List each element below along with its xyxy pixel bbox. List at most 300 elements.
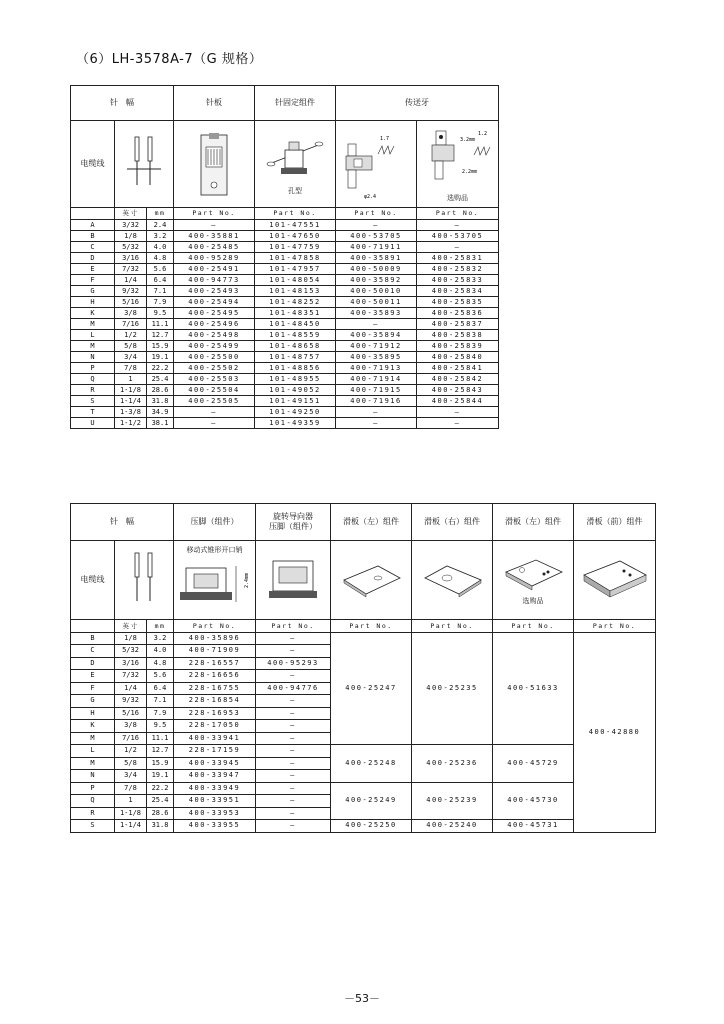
size-inch: 3/32 [115,220,147,231]
header-presser-foot: 压脚（组件） [174,504,256,541]
size-inch: 5/16 [115,707,147,720]
size-inch: 1 [115,795,147,808]
rotary-guide-foot-part: 400-95293 [256,657,331,670]
twin-needle-illustration [115,541,174,620]
size-code: S [71,396,115,407]
table-row [71,363,499,374]
size-inch: 7/32 [115,264,147,275]
size-mm: 6.4 [147,682,174,695]
slide-plate-left-illustration [331,541,412,620]
rotary-guide-foot-part: — [256,695,331,708]
table-row [71,418,499,429]
needle-plate-part: 400-25496 [174,319,255,330]
size-mm: 7.1 [147,695,174,708]
slide-left-part: 400-25248 [331,745,412,783]
size-code: M [71,319,115,330]
size-inch: 1/4 [115,682,147,695]
subheader-part-no: Part No. [256,620,331,633]
feed-dog-illustration-2 [417,121,499,208]
size-mm: 25.4 [147,795,174,808]
needle-clamp-part: 101-47957 [255,264,336,275]
size-code: S [71,820,115,833]
needle-plate-part: 400-25502 [174,363,255,374]
subheader-inch: 英寸 [115,208,147,220]
size-mm: 25.4 [147,374,174,385]
size-mm: 5.6 [147,670,174,683]
size-code: G [71,695,115,708]
size-inch: 3/16 [115,253,147,264]
size-code: K [71,308,115,319]
slide-plate-front-illustration [574,541,656,620]
slide-plate-icon [500,556,566,596]
rotary-guide-foot-illustration [256,541,331,620]
table-row [71,341,499,352]
needle-clamp-part: 101-47551 [255,220,336,231]
presser-foot-part: 400-33945 [174,757,256,770]
subheader-mm: mm [147,208,174,220]
needle-clamp-part: 101-48054 [255,275,336,286]
rotary-guide-foot-part: — [256,632,331,645]
needle-clamp-part: 101-47759 [255,242,336,253]
size-mm: 3.2 [147,632,174,645]
needle-plate-part: 400-25491 [174,264,255,275]
size-mm: 31.8 [147,396,174,407]
size-mm: 19.1 [147,770,174,783]
size-inch: 3/8 [115,720,147,733]
presser-foot-part: 400-33953 [174,807,256,820]
needle-clamp-part: 101-48450 [255,319,336,330]
needle-clamp-part: 101-48351 [255,308,336,319]
header-slide-right: 滑板（右）组件 [412,504,493,541]
size-mm: 22.2 [147,363,174,374]
needle-clamp-part: 101-49250 [255,407,336,418]
feed-dog-optional-part: 400-25838 [417,330,499,341]
size-code: M [71,732,115,745]
size-mm: 4.0 [147,242,174,253]
size-code: F [71,682,115,695]
feed-dog-part: — [336,407,417,418]
slide-plate-icon [580,557,650,603]
presser-foot-part: 228-16557 [174,657,256,670]
size-mm: 31.8 [147,820,174,833]
size-mm: 4.8 [147,253,174,264]
size-mm: 12.7 [147,745,174,758]
size-inch: 5/16 [115,297,147,308]
svg-text:1.7: 1.7 [380,136,390,142]
header-feed-dog: 传送牙 [336,86,499,121]
slide-plate-icon [419,560,485,600]
header-needle-plate: 针板 [174,86,255,121]
subheader-part-no: Part No. [336,208,417,220]
size-code: N [71,770,115,783]
size-mm: 7.9 [147,297,174,308]
needle-plate-part: 400-25500 [174,352,255,363]
table-row [71,330,499,341]
size-code: G [71,286,115,297]
twin-needle-icon [119,547,169,613]
svg-text:3.2mm: 3.2mm [459,136,475,143]
size-mm: 19.1 [147,352,174,363]
size-inch: 1/8 [115,632,147,645]
size-inch: 5/32 [115,242,147,253]
size-inch: 1-1/4 [115,396,147,407]
rotary-guide-foot-part: — [256,757,331,770]
rotary-guide-foot-part: — [256,807,331,820]
feed-dog-optional-part: 400-25837 [417,319,499,330]
slide-left-part: 400-25250 [331,820,412,833]
size-code: C [71,645,115,658]
size-mm: 7.9 [147,707,174,720]
needle-plate-part: 400-25503 [174,374,255,385]
needle-clamp-part: 101-47650 [255,231,336,242]
size-code: R [71,385,115,396]
feed-dog-optional-part: 400-25834 [417,286,499,297]
needle-clamp-part: 101-47858 [255,253,336,264]
size-inch: 5/8 [115,341,147,352]
svg-text:1.2: 1.2 [477,130,487,137]
table-row [71,253,499,264]
presser-foot-part: 400-35896 [174,632,256,645]
size-inch: 1 [115,374,147,385]
subheader-part-no: Part No. [174,620,256,633]
size-inch: 7/8 [115,782,147,795]
feed-dog-optional-icon [422,127,494,193]
feed-dog-optional-part: 400-25842 [417,374,499,385]
feed-dog-part: 400-35894 [336,330,417,341]
feed-dog-part: 400-50009 [336,264,417,275]
presser-foot-part: 400-33949 [174,782,256,795]
presser-foot-part: 400-33955 [174,820,256,833]
feed-dog-part: 400-50011 [336,297,417,308]
feed-dog-optional-part: 400-25841 [417,363,499,374]
feed-dog-optional-part: 400-25836 [417,308,499,319]
size-code: D [71,253,115,264]
table-row [71,782,656,795]
presser-foot-part: 400-33951 [174,795,256,808]
size-inch: 1/2 [115,330,147,341]
table-row [71,820,656,833]
size-mm: 11.1 [147,319,174,330]
size-inch: 5/32 [115,645,147,658]
table-row [71,264,499,275]
size-mm: 9.5 [147,308,174,319]
needle-plate-part: 400-25485 [174,242,255,253]
feed-dog-optional-part: — [417,242,499,253]
presser-foot-part: 400-71909 [174,645,256,658]
rotary-guide-foot-part: — [256,720,331,733]
size-mm: 34.9 [147,407,174,418]
needle-clamp-part: 101-48856 [255,363,336,374]
size-inch: 1-1/8 [115,807,147,820]
needle-plate-part: 400-25498 [174,330,255,341]
needle-plate-part: 400-95289 [174,253,255,264]
subheader-part-no: Part No. [493,620,574,633]
size-inch: 7/16 [115,732,147,745]
page-title: （6）LH-3578A-7（G 规格） [76,52,263,67]
table-row [71,407,499,418]
optional-caption: 选购品 [447,193,469,202]
table-row [71,275,499,286]
cable-label: 电缆线 [71,121,115,208]
header-slide-front: 滑板（前）组件 [574,504,656,541]
rotary-guide-foot-part: — [256,782,331,795]
page-number: －53－ [344,992,380,1005]
slide-plate-right-illustration [412,541,493,620]
needle-clamp-illustration [255,121,336,208]
feed-dog-optional-part: 400-25843 [417,385,499,396]
table-row [71,319,499,330]
needle-clamp-part: 101-48757 [255,352,336,363]
twin-needle-icon [119,129,169,199]
rotary-guide-foot-part: — [256,645,331,658]
presser-foot-part: 228-17050 [174,720,256,733]
subheader-part-no: Part No. [255,208,336,220]
size-code: E [71,264,115,275]
subheader-part-no: Part No. [331,620,412,633]
needle-plate-illustration [174,121,255,208]
presser-foot-icon [176,556,254,614]
needle-plate-part: — [174,418,255,429]
size-inch: 3/8 [115,308,147,319]
size-mm: 22.2 [147,782,174,795]
feed-dog-icon [340,126,412,202]
size-mm: 4.0 [147,645,174,658]
size-code: T [71,407,115,418]
needle-plate-part: — [174,407,255,418]
needle-plate-part: — [174,220,255,231]
feed-dog-part: 400-71914 [336,374,417,385]
feed-dog-optional-part: 400-53705 [417,231,499,242]
size-code: B [71,231,115,242]
size-inch: 1-1/2 [115,418,147,429]
feed-dog-optional-part: 400-25835 [417,297,499,308]
feed-dog-optional-part: — [417,220,499,231]
presser-foot-part: 228-16656 [174,670,256,683]
slide-right-part: 400-25235 [412,632,493,745]
subheader-part-no: Part No. [574,620,656,633]
feed-dog-part: 400-35893 [336,308,417,319]
header-needle-clamp: 针固定组件 [255,86,336,121]
feed-dog-part: 400-50010 [336,286,417,297]
feed-dog-part: 400-71915 [336,385,417,396]
presser-foot-part: 400-33941 [174,732,256,745]
optional-caption: 选购品 [522,596,544,605]
needle-plate-part: 400-25494 [174,297,255,308]
header-needle-width: 针 幅 [71,86,174,121]
size-inch: 1/4 [115,275,147,286]
header-slide-left: 滑板（左）组件 [331,504,412,541]
rotary-guide-foot-part: — [256,707,331,720]
table-row [71,396,499,407]
movable-pin-caption: 移动式锥形开口销 [186,545,243,554]
table-row [71,385,499,396]
size-mm: 15.9 [147,341,174,352]
rotary-guide-foot-part: 400-94776 [256,682,331,695]
size-code: L [71,330,115,341]
size-mm: 38.1 [147,418,174,429]
slide-right-part: 400-25239 [412,782,493,820]
rotary-guide-foot-icon [263,551,323,609]
needle-clamp-part: 101-48153 [255,286,336,297]
rotary-guide-foot-part: — [256,745,331,758]
needle-plate-part: 400-25504 [174,385,255,396]
size-code: F [71,275,115,286]
table-row [71,297,499,308]
presser-foot-part: 228-16755 [174,682,256,695]
feed-dog-optional-part: 400-25831 [417,253,499,264]
table-row [71,308,499,319]
size-code: H [71,297,115,308]
size-inch: 3/4 [115,352,147,363]
size-mm: 3.2 [147,231,174,242]
size-inch: 7/8 [115,363,147,374]
needle-clamp-part: 101-48559 [255,330,336,341]
feed-dog-optional-part: — [417,418,499,429]
slide-right-part: 400-25240 [412,820,493,833]
table-row [71,632,656,645]
slide-left-optional-part: 400-45730 [493,782,574,820]
size-mm: 12.7 [147,330,174,341]
size-mm: 15.9 [147,757,174,770]
presser-foot-part: 228-16953 [174,707,256,720]
svg-text:φ2.4: φ2.4 [364,194,377,200]
size-inch: 5/8 [115,757,147,770]
needle-plate-part: 400-25505 [174,396,255,407]
needle-clamp-part: 101-49052 [255,385,336,396]
subheader-part-no: Part No. [412,620,493,633]
slide-right-part: 400-25236 [412,745,493,783]
slide-plate-icon [338,560,404,600]
size-inch: 1/8 [115,231,147,242]
needle-plate-part: 400-25499 [174,341,255,352]
size-mm: 6.4 [147,275,174,286]
feed-dog-optional-part: 400-25833 [417,275,499,286]
size-mm: 28.6 [147,385,174,396]
needle-plate-part: 400-94773 [174,275,255,286]
feed-dog-part: — [336,319,417,330]
feed-dog-part: 400-71913 [336,363,417,374]
feed-dog-optional-part: 400-25832 [417,264,499,275]
table-row [71,231,499,242]
feed-dog-part: — [336,220,417,231]
feed-dog-illustration-1 [336,121,417,208]
slide-left-optional-part: 400-45731 [493,820,574,833]
hole-type-caption: 孔型 [288,186,303,195]
table-row [71,286,499,297]
size-inch: 9/32 [115,695,147,708]
slide-plate-left-optional-illustration [493,541,574,620]
subheader-inch: 英寸 [115,620,147,633]
header-rotary-guide-foot: 旋转导向器 压脚（组件） [256,504,331,541]
table-row [71,242,499,253]
feed-dog-optional-part: — [417,407,499,418]
size-code: M [71,341,115,352]
size-mm: 7.1 [147,286,174,297]
subheader-part-no: Part No. [174,208,255,220]
rotary-guide-foot-part: — [256,795,331,808]
size-mm: 11.1 [147,732,174,745]
size-code: B [71,632,115,645]
slide-left-optional-part: 400-45729 [493,745,574,783]
rotary-guide-foot-part: — [256,820,331,833]
feed-dog-part: 400-53705 [336,231,417,242]
table-row [71,745,656,758]
needle-clamp-part: 101-48658 [255,341,336,352]
rotary-guide-foot-part: — [256,670,331,683]
presser-foot-illustration [174,541,256,620]
feed-dog-optional-part: 400-25839 [417,341,499,352]
size-mm: 5.6 [147,264,174,275]
size-code: U [71,418,115,429]
presser-foot-part: 228-17159 [174,745,256,758]
size-inch: 3/4 [115,770,147,783]
needle-plate-part: 400-35881 [174,231,255,242]
needle-clamp-part: 101-49359 [255,418,336,429]
header-slide-left-optional: 滑板（左）组件 [493,504,574,541]
header-needle-width: 针 幅 [71,504,174,541]
feed-dog-part: 400-35892 [336,275,417,286]
size-code: A [71,220,115,231]
rotary-guide-foot-part: — [256,770,331,783]
slide-left-optional-part: 400-51633 [493,632,574,745]
size-code: P [71,782,115,795]
size-code: Q [71,374,115,385]
feed-dog-part: — [336,418,417,429]
table-row [71,374,499,385]
size-inch: 7/16 [115,319,147,330]
size-code: R [71,807,115,820]
size-inch: 1-1/8 [115,385,147,396]
feed-dog-part: 400-71916 [336,396,417,407]
slide-left-part: 400-25249 [331,782,412,820]
needle-clamp-part: 101-48252 [255,297,336,308]
svg-text:2.2mm: 2.2mm [461,168,477,175]
needle-plate-part: 400-25493 [174,286,255,297]
size-code: H [71,707,115,720]
presser-foot-table [70,503,656,833]
twin-needle-illustration [115,121,174,208]
size-inch: 1-3/8 [115,407,147,418]
size-inch: 9/32 [115,286,147,297]
slide-left-part: 400-25247 [331,632,412,745]
svg-text:2.4mm: 2.4mm [243,572,250,588]
rotary-guide-foot-part: — [256,732,331,745]
size-code: L [71,745,115,758]
needle-clamp-icon [265,134,325,186]
size-mm: 28.6 [147,807,174,820]
size-code: N [71,352,115,363]
size-inch: 7/32 [115,670,147,683]
needle-plate-icon [189,129,239,199]
size-code: Q [71,795,115,808]
feed-dog-optional-part: 400-25840 [417,352,499,363]
size-code: D [71,657,115,670]
size-inch: 1/2 [115,745,147,758]
size-code: C [71,242,115,253]
size-mm: 4.8 [147,657,174,670]
size-code: K [71,720,115,733]
size-code: M [71,757,115,770]
presser-foot-part: 400-33947 [174,770,256,783]
feed-dog-part: 400-35891 [336,253,417,264]
size-code: E [71,670,115,683]
needle-clamp-part: 101-49151 [255,396,336,407]
needle-plate-table [70,85,499,429]
cable-label: 电缆线 [71,541,115,620]
size-mm: 2.4 [147,220,174,231]
needle-plate-part: 400-25495 [174,308,255,319]
subheader-mm: mm [147,620,174,633]
